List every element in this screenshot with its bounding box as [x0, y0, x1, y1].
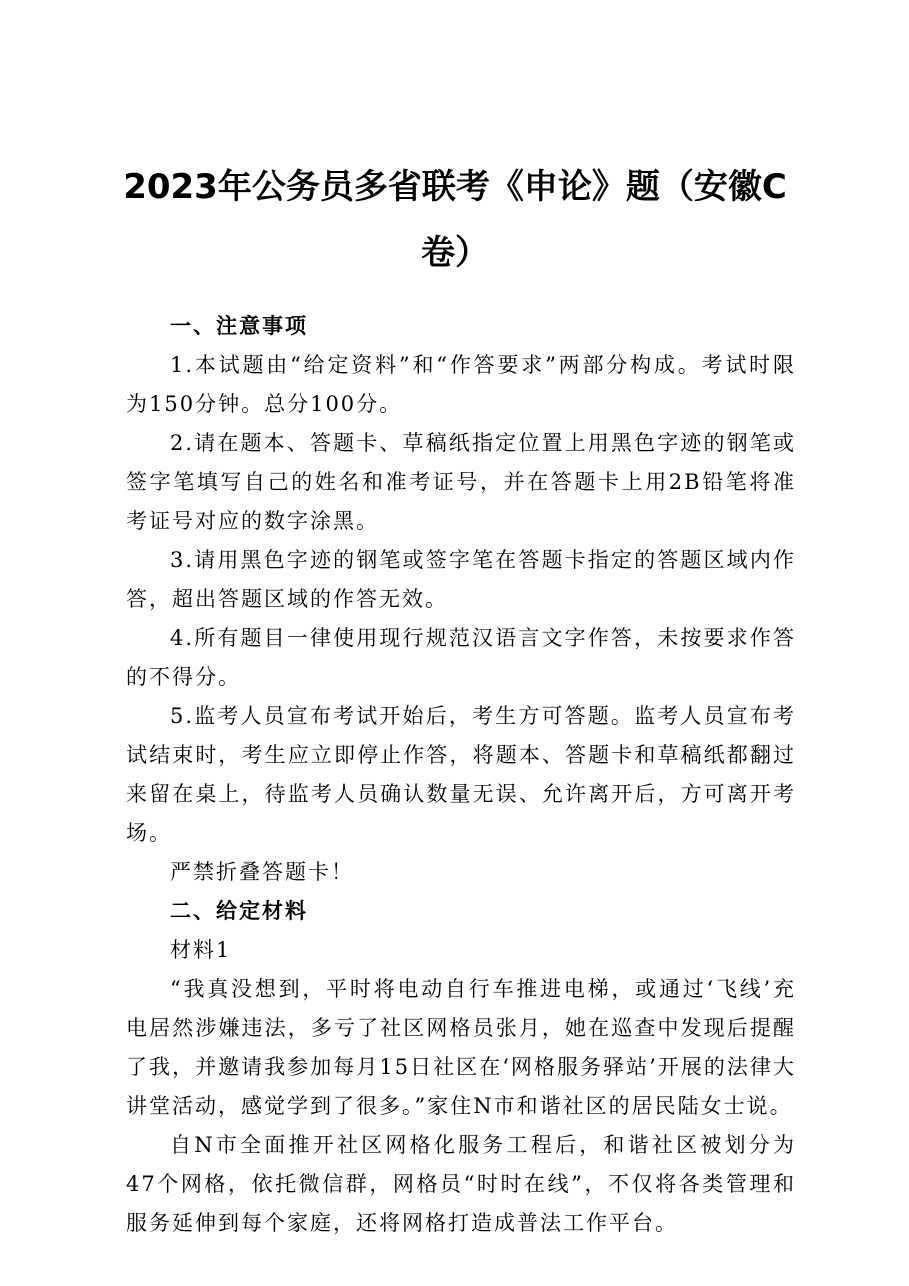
material-paragraph-1: “我真没想到，平时将电动自行车推进电梯，或通过‘飞线’充电居然涉嫌违法，多亏了社区网格员张月，她在巡查中发现后提醒了我，并邀请我参加每月15日社区在‘网格服务驿站’开展的法律大讲堂活动，感觉学到了很多。”家住N市和谐社区的居民陆女士说。: [126, 977, 796, 1118]
section-heading-materials: 二、给定材料: [170, 899, 308, 923]
title-line-2: 卷）: [421, 233, 489, 273]
title-line-1: 2023年公务员多省联考《申论》题（安徽C: [123, 167, 787, 207]
notice-item-3: 3.请用黑色字迹的钢笔或签字笔在答题卡指定的答题区域内作答，超出答题区域的作答无效。: [126, 548, 796, 611]
warning-text: 严禁折叠答题卡！: [170, 860, 354, 884]
notice-item-5: 5.监考人员宣布考试开始后，考生方可答题。监考人员宣布考试结束时，考生应立即停止作答，将题本、答题卡和草稿纸都翻过来留在桌上，待监考人员确认数量无误、允许离开后，方可离开考场。: [126, 704, 796, 845]
document-body: [126, 307, 796, 1243]
notice-item-4: 4.所有题目一律使用现行规范汉语言文字作答，未按要求作答的不得分。: [126, 626, 796, 689]
document-title: [120, 154, 790, 286]
material-paragraph-2: 自N市全面推开社区网格化服务工程后，和谐社区被划分为47个网格，依托微信群，网格员“时时在线”，不仅将各类管理和服务延伸到每个家庭，还将网格打造成普法工作平台。: [126, 1133, 796, 1235]
notice-item-1: 1.本试题由“给定资料”和“作答要求”两部分构成。考试时限为150分钟。总分100分。: [126, 353, 796, 416]
section-heading-notice: 一、注意事项: [170, 314, 308, 338]
notice-item-2: 2.请在题本、答题卡、草稿纸指定位置上用黑色字迹的钢笔或签字笔填写自己的姓名和准考证号，并在答题卡上用2B铅笔将准考证号对应的数字涂黑。: [126, 431, 796, 533]
material-label: 材料1: [170, 938, 232, 962]
